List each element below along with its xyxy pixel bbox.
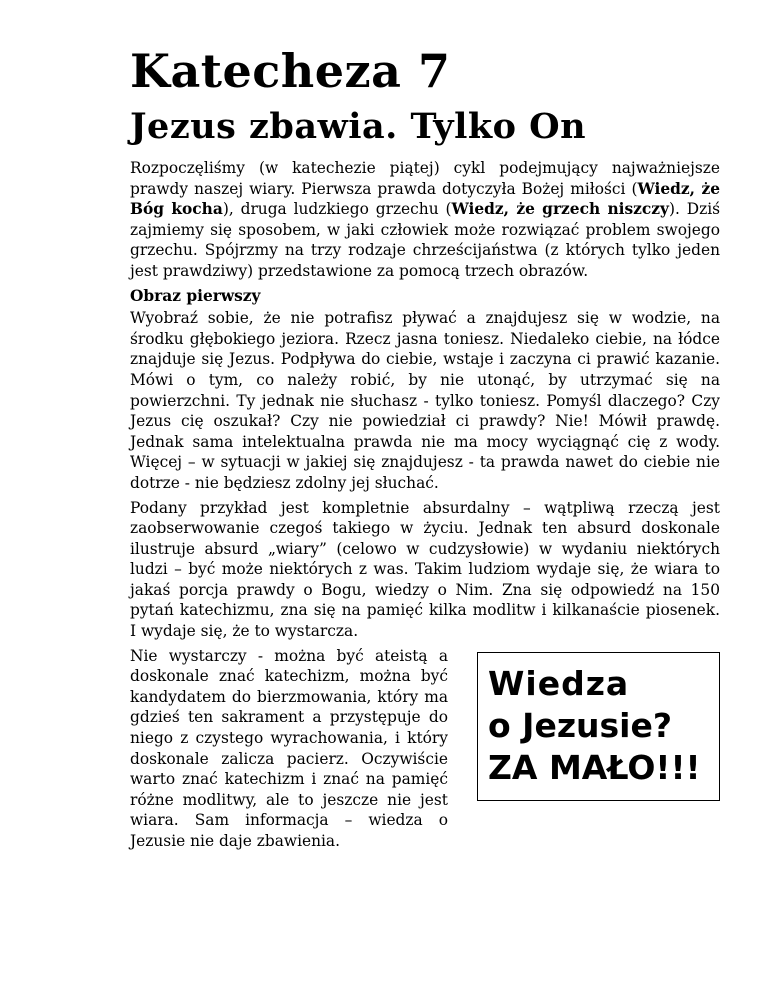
poster-line-3: ZA MAŁO!!! bbox=[488, 747, 701, 787]
intro-paragraph bbox=[130, 158, 720, 282]
section-heading: Obraz pierwszy bbox=[130, 286, 261, 305]
poster-line-2: o Jezusie? bbox=[488, 705, 672, 745]
poster-section bbox=[130, 646, 720, 852]
intro-bold-2: Wiedz, że grzech niszczy bbox=[451, 200, 669, 219]
paragraph-3: Nie wystarczy - można być ateistą a doskonale znać katechizm, można być kandydatem do bierzmowania, który ma gdzieś ten sakrament a przystępuje do niego z czystego wyrachowania, i który doskonale zalicza pacierz. Oczywiście warto znać katechizm i znać na pamięć różne modlitwy, ale to jeszcze nie jest wiara. Sam informacja – wiedza o Jezusie nie daje zbawienia. bbox=[130, 646, 448, 850]
poster-image bbox=[477, 652, 720, 801]
intro-bold-1: Wiedz, że Bóg kocha bbox=[130, 179, 720, 219]
paragraph-1: Wyobraź sobie, że nie potrafisz pływać a znajdujesz się w wodzie, na środku głębokiego jeziora. Rzecz jasna toniesz. Niedaleko ciebie, na łódce znajduje się Jezus. Podpływa do ciebie, wstaje i zaczyna ci prawić kazanie. Mówi o tym, co należy robić, by nie utonąć, by utrzymać się na powierzchni. Ty jednak nie słuchasz - tylko toniesz. Pomyśl dlaczego? Czy Jezus cię oszukał? Czy nie powiedział ci prawdy? Nie! Mówił prawdę. Jednak sama intelektualna prawda nie ma mocy wyciągnąć cię z wody. Więcej – w sytuacji w jakiej się znajdujesz - ta prawda nawet do ciebie nie dotrze - nie będziesz zdolny jej słuchać. bbox=[130, 309, 720, 492]
intro-text-1: Rozpoczęliśmy (w katechezie piątej) cykl podejmujący najważniejsze prawdy naszej wiary. Pierwsza prawda dotyczyła Bożej miłości ( bbox=[130, 159, 720, 198]
document-page bbox=[130, 40, 720, 856]
page-subtitle: Jezus zbawia. Tylko On bbox=[130, 106, 587, 147]
paragraph-2: Podany przykład jest kompletnie absurdalny – wątpliwą rzeczą jest zaobserwowanie czegoś takiego w życiu. Jednak ten absurd doskonale ilustruje absurd „wiary” (celowo w cudzysłowie) w wydaniu niektórych ludzi – być może niektórych z was. Takim ludziom wydaje się, że wiara to jakaś porcja prawdy o Bogu, wiedzy o Nim. Zna się odpowiedź na 150 pytań katechizmu, zna się na pamięć kilka modlitw i kilkanaście piosenek. I wydaje się, że to wystarcza. bbox=[130, 498, 720, 641]
intro-text-3: ). Dziś zajmiemy się sposobem, w jaki człowiek może rozwiązać problem swojego grzechu. Spójrzmy na trzy rodzaje chrześcijaństwa (z których tylko jeden jest prawdziwy) przedstawione za pomocą trzech obrazów. bbox=[130, 200, 721, 280]
intro-text-2: ), druga ludzkiego grzechu ( bbox=[222, 200, 452, 219]
poster-line-1: Wiedza bbox=[488, 663, 630, 703]
page-title: Katecheza 7 bbox=[130, 44, 451, 98]
